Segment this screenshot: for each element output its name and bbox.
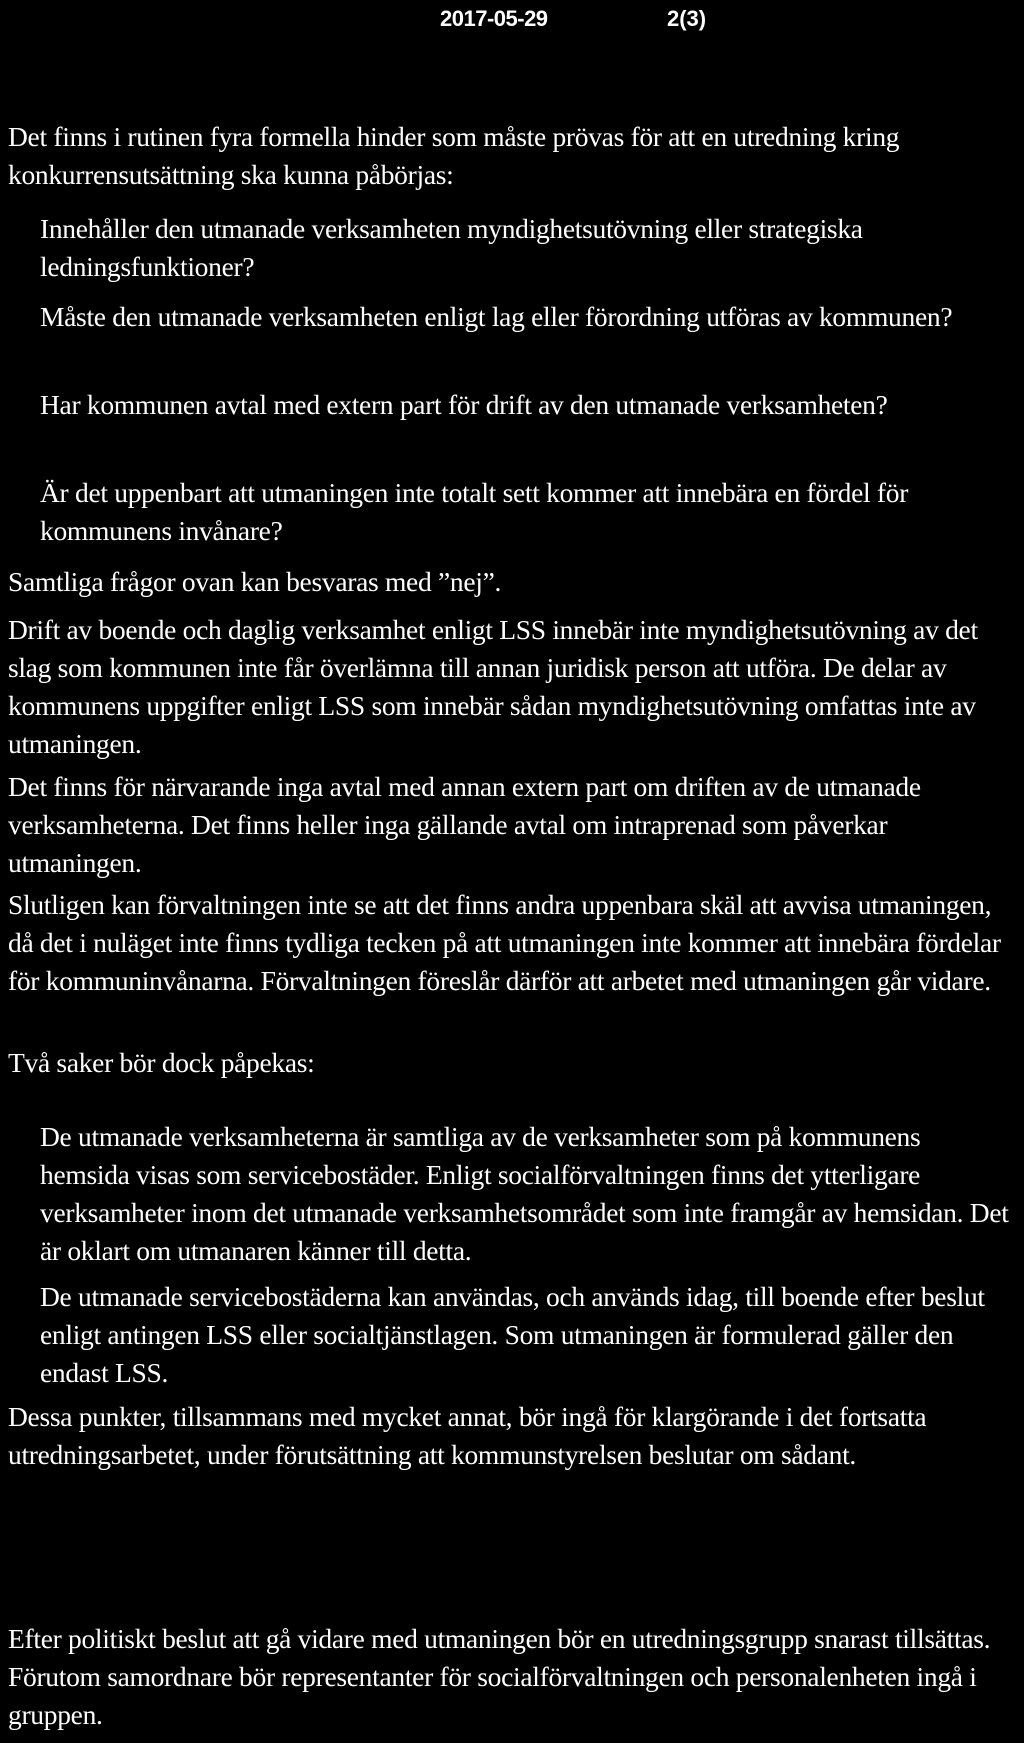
answer-paragraph: Samtliga frågor ovan kan besvaras med ”nej”. [8, 566, 502, 597]
question-item: Innehåller den utmanade verksamheten myndighetsutövning eller strategiska ledningsfunktioner? [40, 213, 863, 282]
closing-paragraph: Dessa punkter, tillsammans med mycket annat, bör ingå för klargörande i det fortsatta utredningsarbetet, under förutsättning att kommunstyrelsen beslutar om sådant. [8, 1401, 927, 1470]
page-header [0, 2, 1024, 38]
intro-paragraph: Det finns i rutinen fyra formella hinder som måste prövas för att en utredning kring konkurrensutsättning ska kunna påbörjas: [8, 121, 900, 190]
question-item: Har kommunen avtal med extern part för drift av den utmanade verksamheten? [40, 389, 888, 420]
question-item: Måste den utmanade verksamheten enligt lag eller förordning utföras av kommunen? [40, 301, 953, 332]
remark-item: De utmanade servicebostäderna kan användas, och används idag, till boende efter beslut enligt antingen LSS eller socialtjänstlagen. Som utmaningen är formulerad gäller den endast LSS. [40, 1281, 985, 1388]
remarks-intro: Två saker bör dock påpekas: [8, 1047, 315, 1078]
final-paragraph: Efter politiskt beslut att gå vidare med utmaningen bör en utredningsgrupp snarast tillsättas. Förutom samordnare bör representanter för socialförvaltningen och personalenheten ingå i gruppen. [8, 1623, 991, 1730]
document-date: 2017-05-29 [440, 6, 548, 31]
body-paragraph: Det finns för närvarande inga avtal med annan extern part om driften av de utmanade verksamheterna. Det finns heller inga gällande avtal om intraprenad som påverkar utmaningen. [8, 771, 921, 878]
body-paragraph: Slutligen kan förvaltningen inte se att det finns andra uppenbara skäl att avvisa utmaningen, då det i nuläget inte finns tydliga tecken på att utmaningen inte kommer att innebära fördelar för kommuninvånarna. Förvaltningen föreslår därför att arbetet med utmaningen går vidare. [8, 889, 1001, 996]
page-number: 2(3) [667, 6, 707, 31]
remark-item: De utmanade verksamheterna är samtliga av de verksamheter som på kommunens hemsida visas som servicebostäder. Enligt socialförvaltningen finns det ytterligare verksamheter inom det utmanade verksamhetsområdet som inte framgår av hemsidan. Det är oklart om utmanaren känner till detta. [40, 1121, 1009, 1266]
body-paragraph: Drift av boende och daglig verksamhet enligt LSS innebär inte myndighetsutövning av det slag som kommunen inte får överlämna till annan juridisk person att utföra. De delar av kommunens uppgifter enligt LSS som innebär sådan myndighetsutövning omfattas inte av utmaningen. [8, 614, 978, 759]
question-item: Är det uppenbart att utmaningen inte totalt sett kommer att innebära en fördel för kommunens invånare? [40, 477, 909, 546]
